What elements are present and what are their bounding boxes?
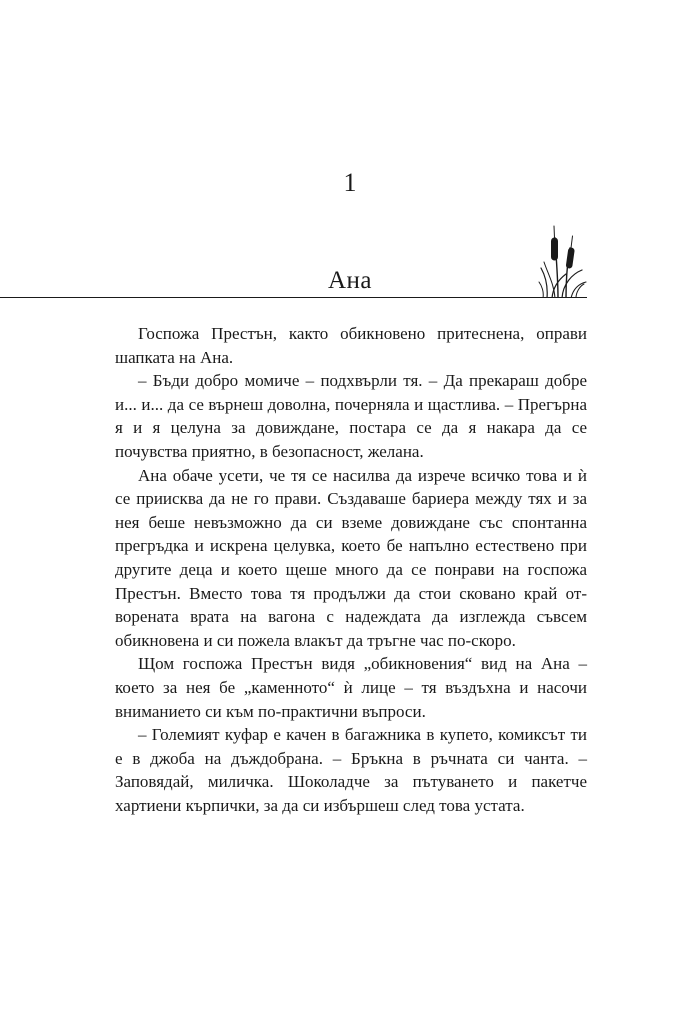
paragraph: Ана обаче усети, че тя се насилва да изрече всичко това и ѝ се приисква да не го прави. Създаваше бариера между тях и за нея беше невъзможно да си вземе довиждане със спонтанна прегръдка и искрена целувка, което бе напълно естествено при другите деца и което щеше много да се понрави на госпожа Престън. Вместо това тя продължи да стои сковано край отворената врата на вагона с надеждата да изглежда съвсем обикновена и си пожела влакът да тръгне час по-скоро. bbox=[115, 465, 587, 650]
chapter-title: Ана bbox=[327, 267, 373, 294]
paragraph: Щом госпожа Престън видя „обикновения“ вид на Ана – което за нея бе „каменното“ ѝ лице – тя въздъхна и насочи вниманието си към по-практични въпроси. bbox=[115, 654, 587, 721]
paragraph: – Бъди добро момиче – подхвърли тя. – Да прекараш добре и... и... да се върнеш доволна, почерняла и щастлива. – Прегърна я и я целуна за довиждане, постара се да я накара да се почувства приятно, в безопасност, желана. bbox=[115, 371, 587, 461]
paragraph: Госпожа Престън, както обикновено притеснена, оправи шапката на Ана. bbox=[115, 324, 587, 367]
chapter-text bbox=[115, 322, 587, 817]
paragraph: – Големият куфар е качен в багажника в купето, комиксът ти е в джоба на дъждобрана. – Бръкна в ръчната си чанта. – Заповядай, миличка. Шоколадче за пътуването и пакетче хартиени кърпички, за да си избършеш след това устата. bbox=[115, 725, 587, 815]
title-rule bbox=[0, 297, 587, 298]
chapter-number: 1 bbox=[343, 168, 357, 197]
